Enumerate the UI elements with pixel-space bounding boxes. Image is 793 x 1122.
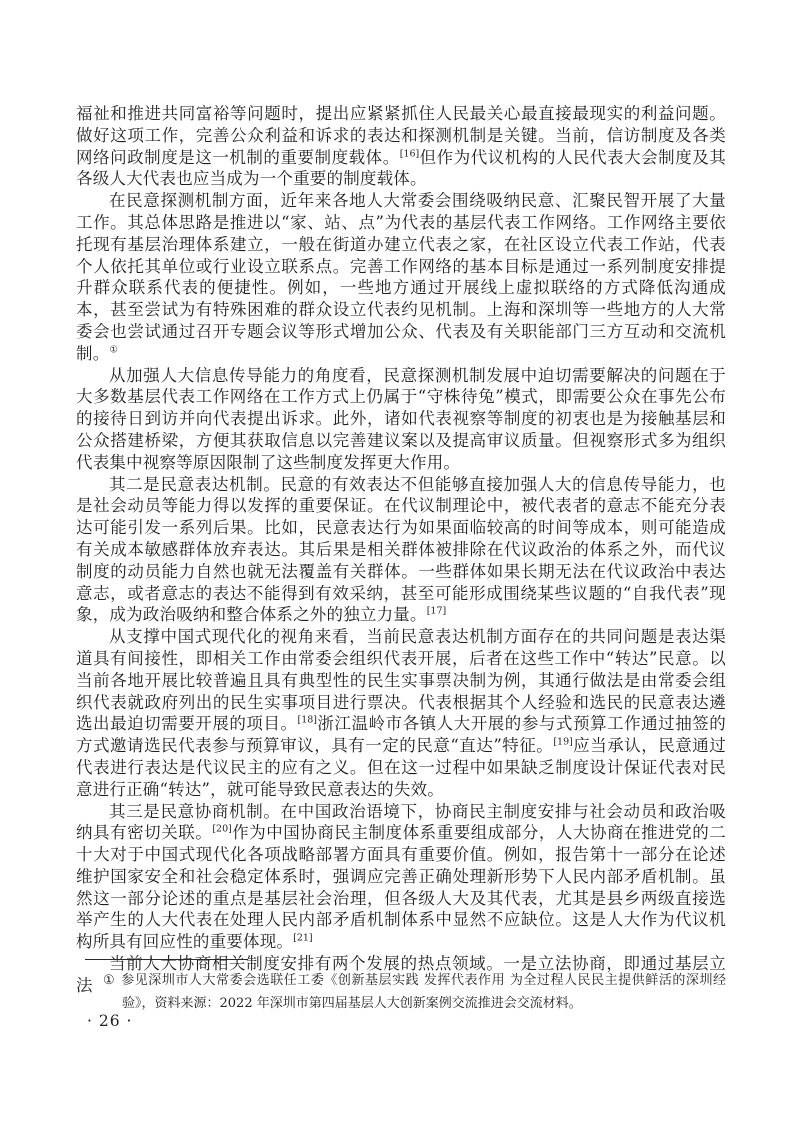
footnote	[76, 969, 726, 1015]
text-run: 其二是民意表达机制。民意的有效表达不但能够直接加强人大的信息传导能力，也是社会动员等能力得以发挥的重要保证。在代议制理论中，被代表者的意志不能充分表达可能引发一系列后果。比如，民意表达行为如果面临较高的时间等成本，则可能造成有关成本敏感群体放弃表达。其后果是相关群体被排除在代议政治的体系之外，而代议制度的动员能力自然也就无法覆盖有关群体。一些群体如果长期无法在代议政治中表达意志，或者意志的表达不能得到有效采纳，甚至可能形成围绕某些议题的“自我代表”现象，成为政治吸纳和整合体系之外的独立力量。	[76, 474, 726, 625]
footnote-ref: [18]	[297, 714, 318, 726]
paragraph-2	[76, 190, 726, 364]
footnote-marker: ①	[103, 973, 116, 988]
paragraph-3	[76, 365, 726, 474]
text-run: 当前人大协商相关制度安排有两个发展的热点领域。一是立法协商，即通过基层立法	[76, 954, 726, 995]
text-run: 福祉和推进共同富裕等问题时，提出应紧紧抓住人民最关心最直接最现实的利益问题。做好这项工作，完善公众利益和诉求的表达和探测机制是关键。当前，信访制度及各类网络问政制度是这一机制的重要制度载体。	[76, 104, 726, 167]
text-run: 但作为代议机构的人民代表大会制度及其各级人大代表也应当成为一个重要的制度载体。	[76, 147, 726, 189]
text-run: 作为中国协商民主制度体系重要组成部分，人大协商在推进党的二十大对于中国式现代化各项战略部署方面具有重要价值。例如，报告第十一部分在论述维护国家安全和社会稳定体系时，强调应完善正确处理新形势下人民内部矛盾机制。虽然这一部分论述的重点是基层社会治理，但各级人大及其代表，尤其是县乡两级直接选举产生的人大代表在处理人民内部矛盾机制体系中显然不应缺位。这是人大作为代议机构所具有回应性的重要体现。	[76, 823, 726, 952]
text-run: 浙江温岭市各镇人大开展的参与式预算工作通过抽签的方式邀请选民代表参与预算审议，具有一定的民意“直达”特征。	[76, 714, 726, 756]
footnote-ref: [17]	[426, 605, 447, 617]
text-run: 在民意探测机制方面，近年来各地人大常委会围绕吸纳民意、汇聚民智开展了大量工作。其总体思路是推进以“家、站、点”为代表的基层代表工作网络。工作网络主要依托现有基层治理体系建立，一般在街道办建立代表之家，在社区设立代表工作站，代表个人依托其单位或行业设立联系点。完善工作网络的基本目标是通过一系列制度安排提升群众联系代表的便捷性。例如，一些地方通过开展线上虚拟联络的方式降低沟通成本，甚至尝试为有特殊困难的群众设立代表约见机制。上海和深圳等一些地方的人大常委会也尝试通过召开专题会议等形式增加公众、代表及有关职能部门三方互动和交流机制。	[76, 191, 726, 363]
footnote-ref: [16]	[399, 148, 420, 160]
paragraph-1	[76, 103, 726, 190]
text-run: 应当承认，民意通过代表进行表达是代议民主的应有之义。但在这一过程中如果缺乏制度设计保证代表对民意进行正确“转达”，就可能导致民意表达的失效。	[76, 736, 727, 799]
body-text	[76, 103, 726, 997]
footnote-ref: ①	[109, 344, 118, 356]
footnote-ref: [21]	[293, 932, 313, 944]
page-number: · 26 ·	[87, 1012, 133, 1030]
paragraph-6	[76, 801, 726, 954]
text-run: 其三是民意协商机制。在中国政治语境下，协商民主制度安排与社会动员和政治吸纳具有密切关联。	[76, 801, 726, 843]
paragraph-4	[76, 474, 726, 627]
paragraph-5	[76, 626, 726, 800]
footnote-ref: [19]	[553, 736, 573, 748]
footnote-divider	[85, 959, 248, 960]
footnote-ref: [20]	[212, 823, 232, 835]
text-run: 从支撑中国式现代化的视角来看，当前民意表达机制方面存在的共同问题是表达渠道具有间接性，即相关工作由常委会组织代表开展，后者在这些工作中“转达”民意。以当前各地开展比较普遍且具有典型性的民生实事票决制为例，其通行做法是由常委会组织代表就政府列出的民生实事项目进行票决。代表根据其个人经验和选民的民意表达遴选出最迫切需要开展的项目。	[76, 627, 726, 734]
text-run: 从加强人大信息传导能力的角度看，民意探测机制发展中迫切需要解决的问题在于大多数基层代表工作网络在工作方式上仍属于“守株待兔”模式，即需要公众在事先公布的接待日到访并向代表提出诉求。此外，诸如代表视察等制度的初衷也是为接触基层和公众搭建桥梁，方便其获取信息以完善建议案以及提高审议质量。但视察形式多为组织代表集中视察等原因限制了这些制度发挥更大作用。	[76, 365, 726, 472]
footnote-text: 参见深圳市人大常委会选联任工委《创新基层实践 发挥代表作用 为全过程人民民主提供鲜活的深圳经验》，资料来源：2022 年深圳市第四届基层人大创新案例交流推进会交流材料。	[121, 973, 727, 1011]
